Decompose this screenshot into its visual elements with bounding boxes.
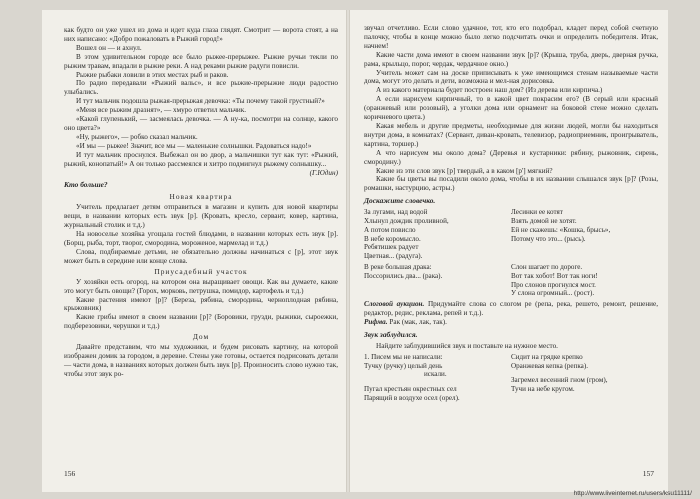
paragraph: И тут мальчик подошла рыжая-прерыжая девочка: «Ты почему такой грустный?» [76, 97, 325, 106]
poem-line: искали. [424, 370, 447, 379]
paragraph: У хозяйки есть огород, на котором она выращивает овощи. Как вы думаете, какие это могут быть овощи? (Горох, морковь, петрушка, помидор, картофель и т.д.) [64, 277, 338, 295]
section-title: Рифма. [364, 318, 388, 326]
paragraph: Учитель предлагает детям отправиться в магазин и купить для новой квартиры вещи, в названии которых есть звук [р]. (Кровать, кресло, сервант, ковер, картина, журнальный столик и т.д.) [64, 203, 338, 230]
riddle-right [511, 353, 658, 403]
poem-line: Сидит на грядке крепко [511, 352, 583, 361]
paragraph-text: Рак (мак, лак, так). [389, 318, 447, 326]
poem-line: В реке большая драка: [364, 263, 432, 271]
paragraph: А если нарисуем кирпичный, то в какой цвет покрасим его? (В серый или красный (оранжевый или розовый), а уголки дома или орнамент на боковой стене можно сделать коричневого цвета.) [364, 95, 658, 122]
paragraph: Какие бы цветы вы посадили около дома, чтобы в их названии слышался звук [р]? (Розы, ромашки, настурцию, астры.) [364, 175, 658, 193]
poem-line: Тучи на небе кругом. [511, 385, 575, 394]
left-page [42, 10, 346, 492]
riddle-block [364, 353, 658, 403]
poem-line: Поссорились два... (рака). [364, 271, 443, 280]
poem-line: Оранжевая кепка (репка). [511, 361, 588, 370]
paragraph: Какие из эти слов звук [р] твердый, а в каком [р'] мягкий? [376, 166, 553, 175]
paragraph: По радио передавали «Рыжий вальс», и все рыжие-прерыжие люди радостно улыбались. [64, 79, 338, 97]
paragraph: «Ну, рыжего», — робко сказал мальчик. [76, 132, 198, 141]
poem-line: Тучку (ручку) целый день [364, 361, 443, 370]
paragraph: А из какого материала будет построен наш дом? (Из дерева или кирпича.) [376, 86, 603, 95]
riddle-right [511, 263, 658, 298]
paragraph [364, 318, 658, 327]
paragraph: звучал отчетливо. Если слово удачное, тот, кто его подобрал, кладет перед собой счетную палочку, чтобы в конце можно было легко подсчитать очки и определить победителя. Итак, начнем! [364, 24, 658, 50]
paragraph: Какие растения имеют [р]? (Береза, рябина, смородина, черноплодная рябина, крыжовник) [64, 295, 338, 313]
poem-line: Вот так хобот! Вот так ноги! [511, 271, 598, 280]
paragraph [364, 300, 658, 318]
watermark-url: http://www.liveinternet.ru/users/ksu11111/ [573, 490, 692, 497]
paragraph: Учитель может сам на доске приписывать к уже имеющимся стенам называемые части дома, могут это делать и дети, возможна и мел-ная дорисовка. [364, 68, 658, 86]
poem-line: В небе коромысло. [364, 234, 421, 243]
poem-line: Взять домой не хотят. [511, 217, 577, 226]
poem-line: У слона огромный... (рост). [511, 289, 595, 298]
poem-line: Про слонов прогнулся мост. [511, 280, 596, 289]
paragraph: «Меня все рыжим дразнят», — хмуро ответил мальчик. [76, 106, 247, 115]
paragraph: В этом удивительном городе все было рыжее-прерыжее. Рыжие ручьи текли по рыжим травам, впадали в рыжие реки. А над реками рыжие радуги повисли. [64, 52, 338, 70]
paragraph: Давайте представим, что мы художники, и будем рисовать картину, на которой изображен домик за городом, в деревне. Стены уже готовы, остается подрисовать детали — части дома, в названиях которых должен быть звук [р]. Произносить слово нужно так, чтобы этот звук ро- [64, 343, 338, 378]
poem-line: Хлынул дождик проливной, [364, 217, 449, 226]
source-citation: (Г.Юдин) [309, 168, 338, 177]
right-page [350, 10, 668, 492]
poem-line: Слон шагает по дороге. [511, 263, 583, 271]
paragraph: Рыжие рыбаки ловили в этих местах рыб и раков. [76, 70, 229, 79]
left-page-text [64, 26, 338, 379]
paragraph: Слова, подбираемые детьми, не обязательно должны начинаться с [р], этот звук может быть в середине или конце слова. [64, 247, 338, 265]
subheading: Дом [192, 332, 210, 342]
paragraph: «И мы — рыжее! Значит, все мы — маленькие солнышки. Радоваться надо!» [76, 141, 312, 150]
right-page-text [364, 24, 658, 405]
section-title: Звук заблудился. [364, 329, 418, 339]
poem-line: Лесинки ее котят [511, 208, 563, 217]
poem-line: Парящий в воздухе осел (орел). [364, 394, 460, 402]
poem-line: Цветная... (радуга). [364, 252, 423, 261]
poem-line: Ей не скажешь: «Кошка, брысь», [511, 225, 611, 234]
section-title: Слоговой аукцион. [364, 300, 425, 309]
poem-line: 1. Писем мы не написали: [364, 352, 443, 361]
riddle-left [364, 208, 511, 261]
paragraph: А что нарисуем мы около дома? (Деревья и кустарники: рябину, рыжовник, сирень, смородину.) [364, 148, 658, 166]
paragraph: Какие грибы имеют в своем названии [р]? (Боровики, грузди, рыжики, сыроежки, подберезовики, черушки и т.д.) [64, 313, 338, 331]
riddle-block [364, 263, 658, 298]
page-number: 156 [64, 469, 76, 478]
paragraph: На новоселье хозяйка угощала гостей блюдами, в названии которых есть звук [р]. (Борщ, рыба, торт, творог, смородина, мороженое, мармелад и т.д.) [64, 230, 338, 248]
paragraph: И тут мальчик проснулся. Выбежал он во двор, а мальчишки тут как тут: «Рыжий, рыжий, конопатый!» А он только рассмеялся и хитро подмигнул рыжему солнышку... [64, 150, 338, 168]
poem-line: А потом повисло [364, 225, 416, 234]
riddle-left [364, 263, 511, 298]
poem-line: Пугал крестьян окрестных сел [364, 385, 457, 394]
riddle-left [364, 353, 511, 403]
poem-line: Ребятишек радует [364, 243, 419, 252]
riddle-block [364, 208, 658, 261]
paragraph: Найдите заблудившийся звук и поставьте на нужное место. [376, 341, 558, 350]
paragraph: «Какой глупенький, — засмеялась девочка. — А ну-ка, посмотри на солнце, какого оно цвета?» [64, 115, 338, 132]
riddle-right [511, 208, 658, 261]
paragraph: Вошел он — и ахнул. [76, 43, 142, 52]
paragraph: как будто он уже ушел из дома и идет куда глаза глядят. Смотрит — ворота стоят, а на них написано: «Добро пожаловать в Рыжий город!» [64, 26, 338, 43]
section-title: Доскажите словечко. [364, 196, 436, 206]
page-number: 157 [642, 469, 654, 478]
subheading: Новая квартира [169, 192, 233, 202]
poem-line: Потому что это... (рысь). [511, 234, 586, 243]
subheading: Приусадебный участок [154, 266, 248, 276]
poem-line: Загремел весенний гном (гром), [511, 376, 608, 385]
poem-line: За лугами, над водой [364, 208, 428, 217]
section-title: Кто больше? [64, 180, 108, 190]
paragraph-text: Придумайте слова со слогом ре (репа, река, решето, ремонт, решение, редактор, редис, реклама, репей и т.д.). [364, 300, 659, 318]
paragraph: Какие части дома имеют в своем названии звук [р]? (Крыша, труба, дверь, дверная ручка, рама, крыльцо, порог, чердак, чердачное окно.) [364, 50, 658, 68]
paragraph: Какая мебель и другие предметы, необходимые для жизни людей, могли бы находиться внутри дома, в комнатах? (Сервант, диван-кровать, телевизор, радиоприемник, проигрыватель, картина, торшер.) [364, 121, 658, 148]
